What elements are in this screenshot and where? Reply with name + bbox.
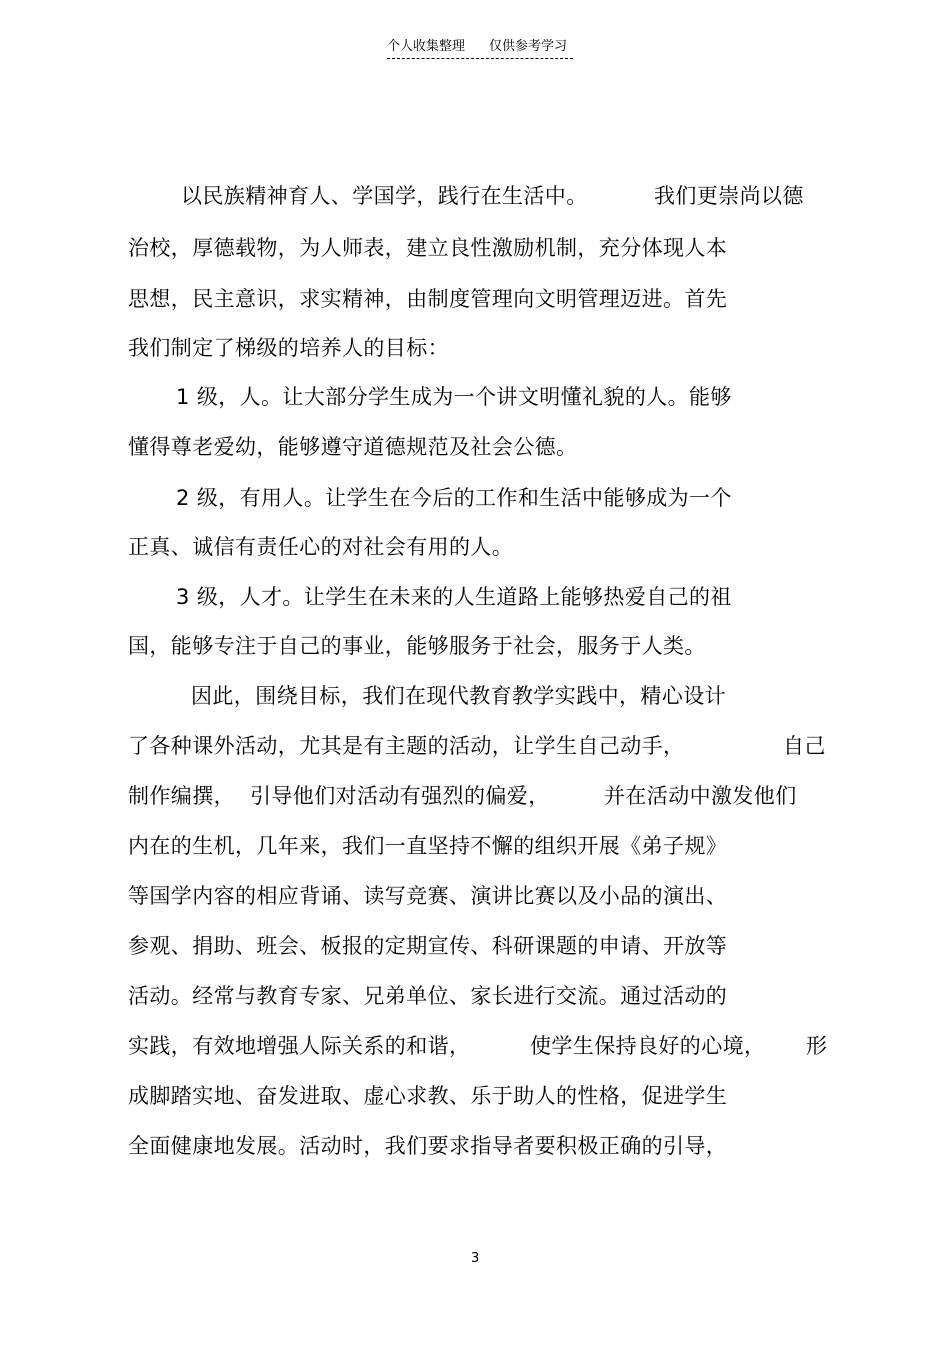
text-line: 引导他们对活动有强烈的偏爱， [250, 784, 550, 808]
text-line: 国，能够专注于自己的事业，能够服务于社会，服务于人类。 [128, 634, 706, 658]
text-line: 形 [806, 1034, 828, 1058]
page-header [387, 38, 567, 56]
text-line: 1 级，人。让大部分学生成为一个讲文明懂礼貌的人。能够 [176, 385, 732, 409]
text-line: 了各种课外活动，尤其是有主题的活动，让学生自己动手， [128, 734, 685, 758]
text-line: 懂得尊老爱幼，能够遵守道德规范及社会公德。 [128, 435, 578, 459]
text-line: 制作编撰， [128, 784, 235, 808]
text-line: 我们更崇尚以德 [654, 184, 804, 208]
text-line: 3 级，人才。让学生在未来的人生道路上能够热爱自己的祖 [176, 585, 732, 609]
text-line: 以民族精神育人、学国学，践行在生活中。 [181, 184, 588, 208]
text-line: 因此，围绕目标，我们在现代教育教学实践中，精心设计 [191, 684, 726, 708]
text-line: 活动。经常与教育专家、兄弟单位、家长进行交流。通过活动的 [128, 984, 728, 1008]
text-line: 并在活动中激发他们 [604, 784, 797, 808]
header-divider [387, 58, 573, 59]
text-line: 我们制定了梯级的培养人的目标： [128, 336, 449, 360]
text-line: 思想，民主意识，求实精神，由制度管理向文明管理迈进。首先 [128, 287, 728, 311]
text-line: 使学生保持良好的心境， [530, 1034, 766, 1058]
text-line: 治校，厚德载物，为人师表，建立良性激励机制，充分体现人本 [128, 236, 728, 260]
text-line: 全面健康地发展。活动时，我们要求指导者要积极正确的引导， [128, 1134, 728, 1158]
text-line: 等国学内容的相应背诵、读写竞赛、演讲比赛以及小品的演出、 [128, 884, 728, 908]
header-left-text: 个人收集整理 [387, 39, 466, 54]
text-line: 2 级，有用人。让学生在今后的工作和生活中能够成为一个 [176, 486, 732, 510]
text-line: 正真、诚信有责任心的对社会有用的人。 [128, 535, 514, 559]
page-number: 3 [471, 1251, 480, 1266]
text-line: 成脚踏实地、奋发进取、虚心求教、乐于助人的性格，促进学生 [128, 1084, 728, 1108]
header-right-text: 仅供参考学习 [489, 39, 568, 54]
text-line: 自己 [783, 734, 826, 758]
text-line: 内在的生机，几年来，我们一直坚持不懈的组织开展《弟子规》 [128, 834, 728, 858]
text-line: 实践，有效地增强人际关系的和谐， [128, 1034, 471, 1058]
text-line: 参观、捐助、班会、板报的定期宣传、科研课题的申请、开放等 [128, 934, 728, 958]
